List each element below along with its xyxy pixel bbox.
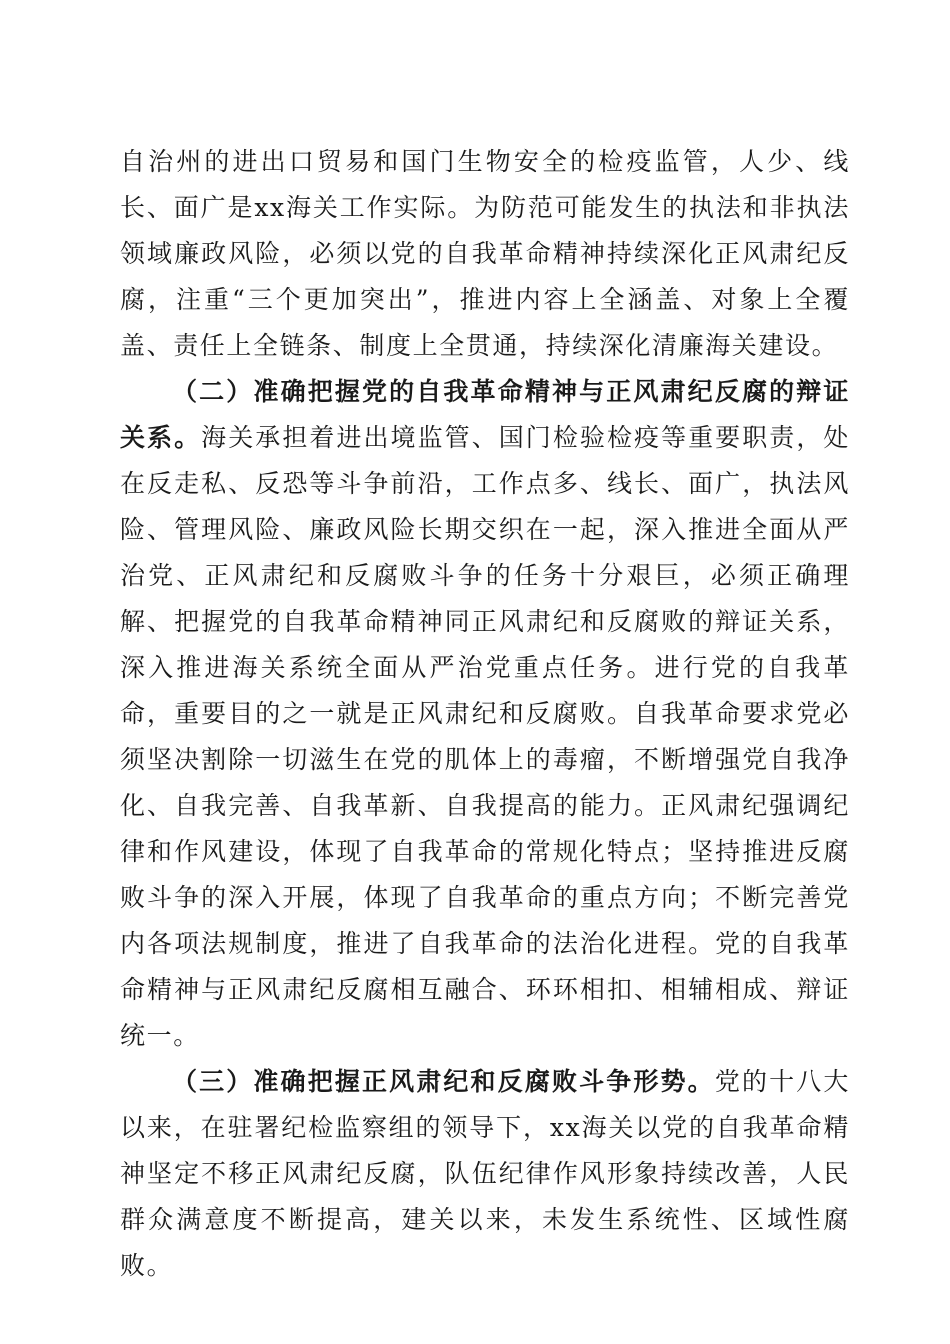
section-heading: （三）准确把握正风肃纪和反腐败斗争形势。	[172, 1067, 715, 1096]
paragraph-section-2	[120, 369, 850, 1059]
body-text	[120, 139, 850, 1289]
section-heading: （二）准确把握党的自我革命精神与正风肃纪反腐的辩证关系。	[120, 377, 850, 452]
paragraph-text: 海关承担着进出境监管、国门检验检疫等重要职责，处在反走私、反恐等斗争前沿，工作点多、线长、面广，执法风险、管理风险、廉政风险长期交织在一起，深入推进全面从严治党、正风肃纪和反腐败斗争的任务十分艰巨，必须正确理解、把握党的自我革命精神同正风肃纪和反腐败的辩证关系，深入推进海关系统全面从严治党重点任务。进行党的自我革命，重要目的之一就是正风肃纪和反腐败。自我革命要求党必须坚决割除一切滋生在党的肌体上的毒瘤，不断增强党自我净化、自我完善、自我革新、自我提高的能力。正风肃纪强调纪律和作风建设，体现了自我革命的常规化特点；坚持推进反腐败斗争的深入开展，体现了自我革命的重点方向；不断完善党内各项法规制度，推进了自我革命的法治化进程。党的自我革命精神与正风肃纪反腐相互融合、环环相扣、相辅相成、辩证统一。	[120, 423, 850, 1050]
paragraph-continuation	[120, 139, 850, 369]
paragraph-section-3	[120, 1059, 850, 1289]
paragraph-text: 自治州的进出口贸易和国门生物安全的检疫监管，人少、线长、面广是xx海关工作实际。为防范可能发生的执法和非执法领域廉政风险，必须以党的自我革命精神持续深化正风肃纪反腐，注重“三个更加突出”，推进内容上全涵盖、对象上全覆盖、责任上全链条、制度上全贯通，持续深化清廉海关建设。	[120, 147, 850, 360]
paragraph-text: 党的十八大以来，在驻署纪检监察组的领导下，xx海关以党的自我革命精神坚定不移正风肃纪反腐，队伍纪律作风形象持续改善，人民群众满意度不断提高，建关以来，未发生系统性、区域性腐败。	[120, 1067, 850, 1280]
